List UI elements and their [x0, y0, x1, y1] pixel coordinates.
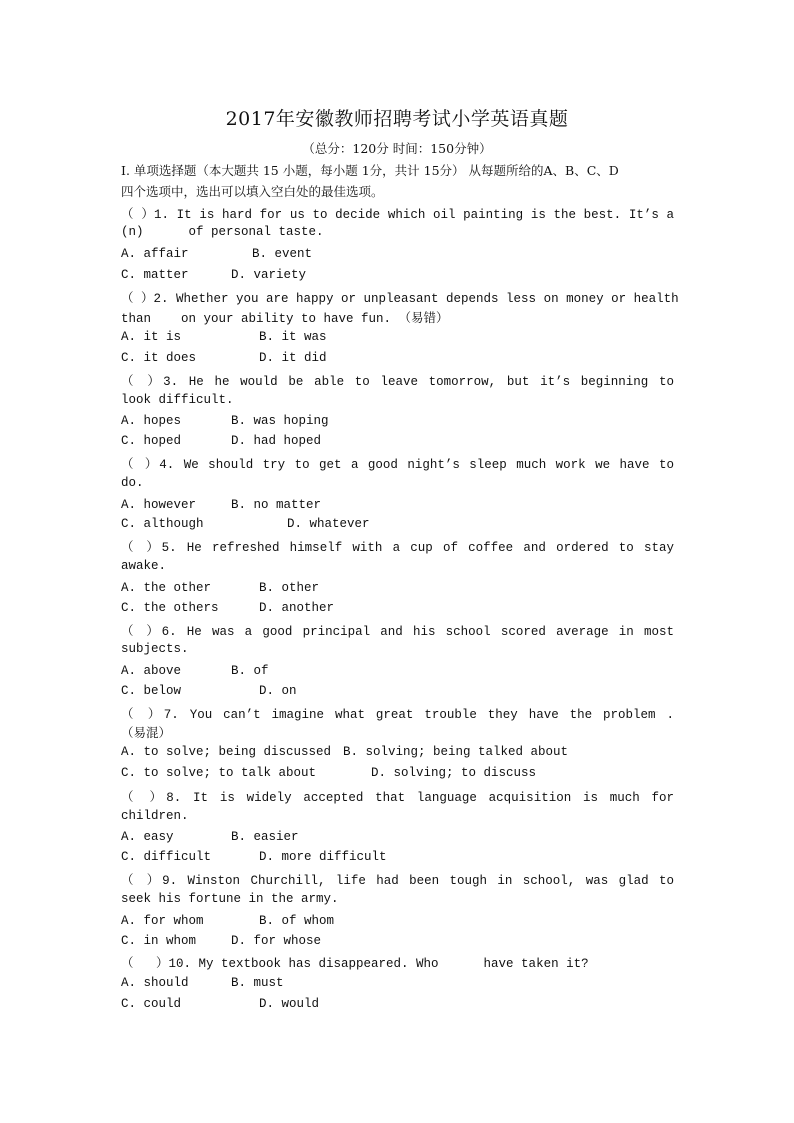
section-instructions-line-2: 四个选项中，选出可以填入空白处的最佳选项。: [121, 184, 384, 199]
question-5-option-b: B. other: [259, 581, 320, 595]
question-10-option-b: B. must: [231, 976, 284, 990]
question-1-option-d: D. variety: [231, 268, 307, 282]
question-1-option-a: A. affair: [121, 247, 189, 261]
question-2-stem: （ ）2. Whether you are happy or unpleasant depends less on money or health: [121, 292, 679, 306]
question-7-option-c: C. to solve; to talk about: [121, 766, 317, 780]
question-8-stem-cont: children.: [121, 809, 189, 823]
question-7-stem: （ ）7. You can’t imagine what great trouble they have the problem .: [121, 708, 674, 722]
question-8-stem: （ ）8. It is widely accepted that language acquisition is much for: [121, 791, 674, 805]
question-3-stem-cont: look difficult.: [121, 393, 234, 407]
question-2-option-a: A. it is: [121, 330, 182, 344]
question-5-option-d: D. another: [259, 601, 335, 615]
question-9-option-c: C. in whom: [121, 934, 197, 948]
question-7-option-d: D. solving; to discuss: [371, 766, 537, 780]
question-5-option-a: A. the other: [121, 581, 212, 595]
question-4-stem-cont: do.: [121, 476, 144, 490]
question-8-option-a: A. easy: [121, 830, 174, 844]
question-9-option-a: A. for whom: [121, 914, 204, 928]
question-3-option-d: D. had hoped: [231, 434, 322, 448]
question-6-stem: （ ）6. He was a good principal and his school scored average in most: [121, 625, 674, 639]
question-1-stem: （ ）1. It is hard for us to decide which oil painting is the best. It’s a: [121, 208, 674, 222]
question-2-option-b: B. it was: [259, 330, 327, 344]
question-3-option-a: A. hopes: [121, 414, 182, 428]
question-4-option-d: D. whatever: [287, 517, 370, 531]
question-1-option-c: C. matter: [121, 268, 189, 282]
question-7-stem-cont: （易混）: [121, 725, 172, 740]
page-title: 2017年安徽教师招聘考试小学英语真题: [225, 108, 569, 130]
question-9-stem-cont: seek his fortune in the army.: [121, 892, 339, 906]
question-9-stem: （ ）9. Winston Churchill, life had been tough in school, was glad to: [121, 874, 674, 888]
question-10-option-a: A. should: [121, 976, 189, 990]
question-6-option-c: C. below: [121, 684, 182, 698]
question-4-option-a: A. however: [121, 498, 197, 512]
question-7-option-b: B. solving; being talked about: [343, 745, 569, 759]
question-6-option-b: B. of: [231, 664, 269, 678]
question-5-stem-cont: awake.: [121, 559, 167, 573]
section-instructions-line-1: I. 单项选择题（本大题共 15 小题，每小题 1分，共计 15分） 从每题所给的A、B、C、D: [121, 163, 619, 178]
question-9-option-d: D. for whose: [231, 934, 322, 948]
question-4-option-c: C. although: [121, 517, 204, 531]
question-1-option-b: B. event: [252, 247, 313, 261]
question-1-stem-cont: (n) of personal taste.: [121, 225, 324, 239]
question-9-option-b: B. of whom: [259, 914, 335, 928]
question-8-option-b: B. easier: [231, 830, 299, 844]
question-8-option-c: C. difficult: [121, 850, 212, 864]
question-3-stem: （ ）3. He he would be able to leave tomorrow, but it’s beginning to: [121, 375, 674, 389]
question-2-option-c: C. it does: [121, 351, 197, 365]
question-4-stem: （ ）4. We should try to get a good night’s sleep much work we have to: [121, 458, 674, 472]
question-2-stem-cont: than on your ability to have fun. （易错）: [121, 312, 449, 326]
question-5-option-c: C. the others: [121, 601, 219, 615]
question-5-stem: （ ）5. He refreshed himself with a cup of coffee and ordered to stay: [121, 541, 674, 555]
question-6-option-a: A. above: [121, 664, 182, 678]
question-10-option-d: D. would: [259, 997, 320, 1011]
question-8-option-d: D. more difficult: [259, 850, 387, 864]
question-6-option-d: D. on: [259, 684, 297, 698]
question-6-stem-cont: subjects.: [121, 642, 189, 656]
question-4-option-b: B. no matter: [231, 498, 322, 512]
question-2-option-d: D. it did: [259, 351, 327, 365]
question-10-stem: （ ）10. My textbook has disappeared. Who have taken it?: [121, 957, 589, 971]
question-7-option-a: A. to solve; being discussed: [121, 745, 332, 759]
question-3-option-b: B. was hoping: [231, 414, 329, 428]
question-3-option-c: C. hoped: [121, 434, 182, 448]
question-10-option-c: C. could: [121, 997, 182, 1011]
exam-info: （总分：120分 时间：150分钟）: [302, 141, 492, 156]
